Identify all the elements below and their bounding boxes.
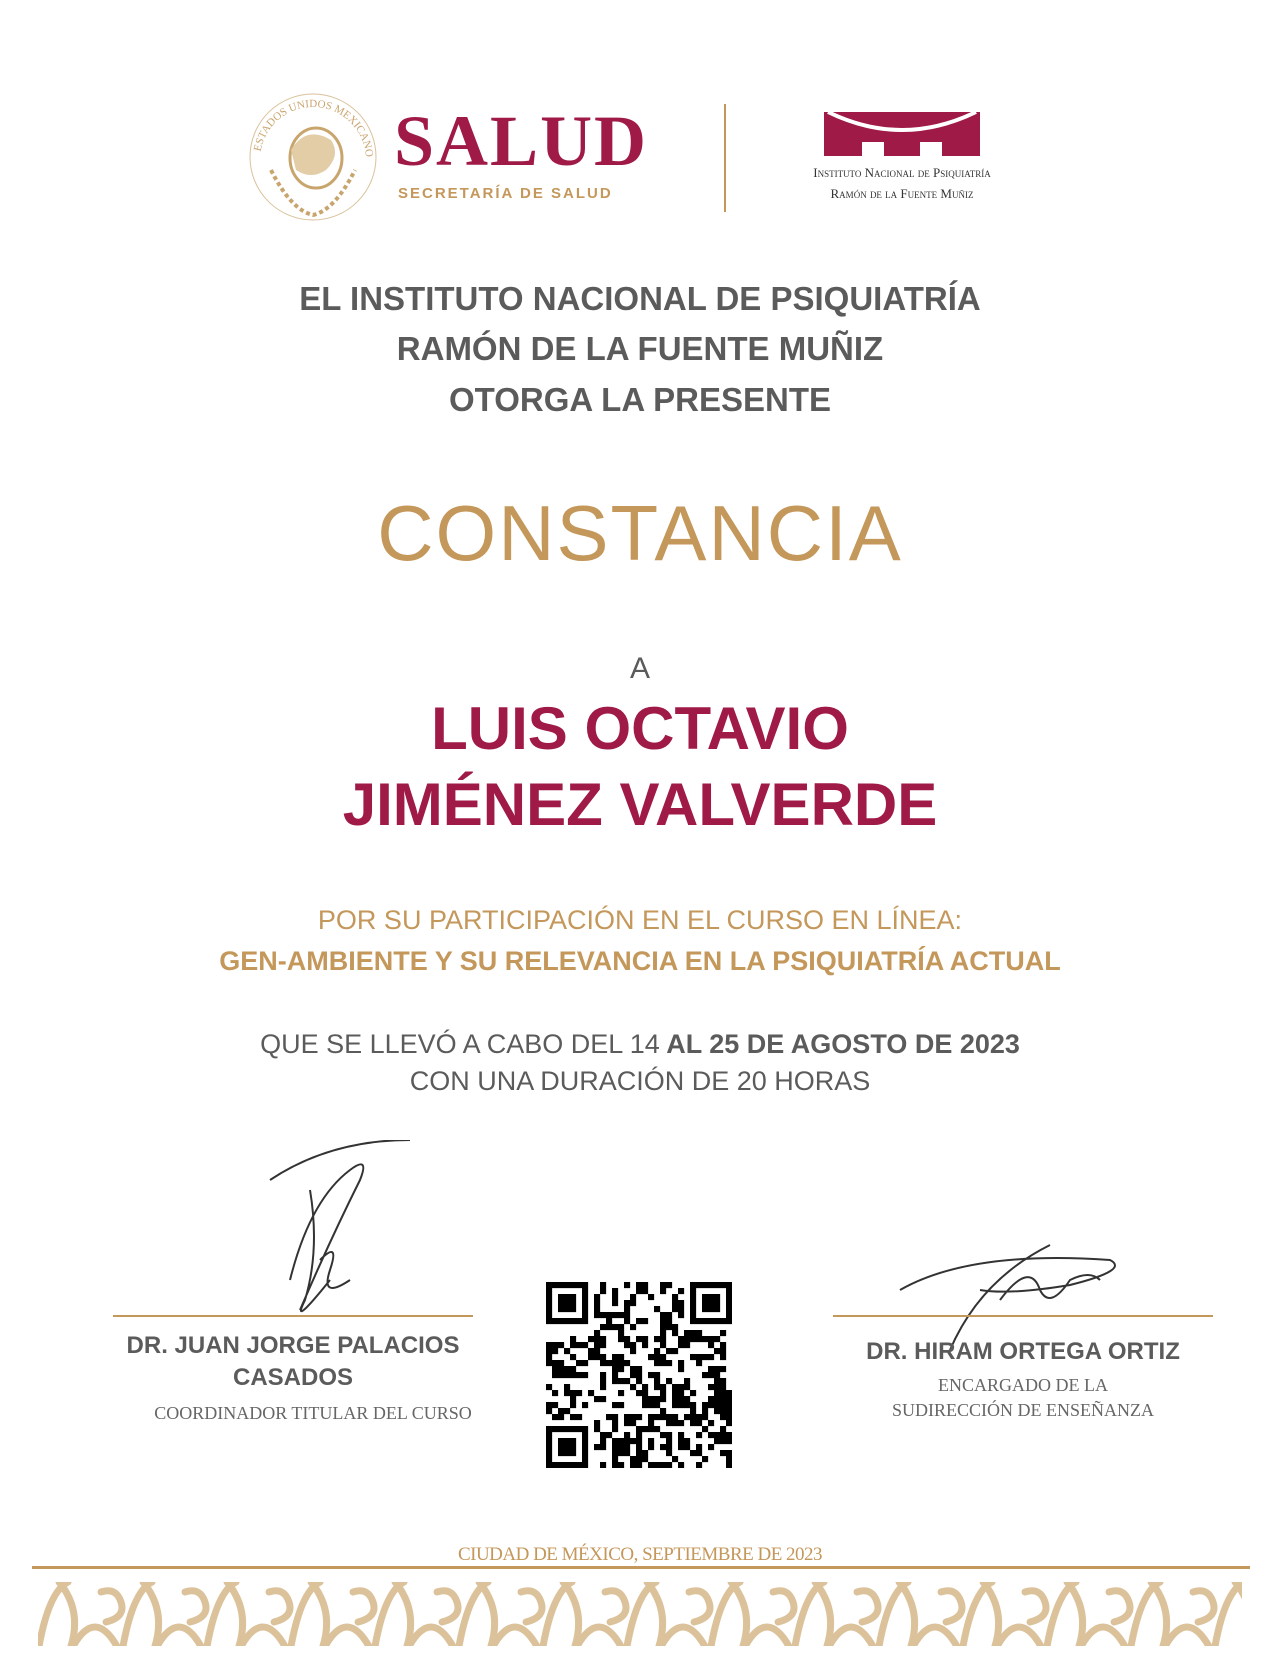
intro-line-2: RAMÓN DE LA FUENTE MUÑIZ bbox=[396, 330, 884, 367]
inp-name-line2: Ramón de la Fuente Muñiz bbox=[830, 186, 974, 201]
course-name: GEN-AMBIENTE Y SU RELEVANCIA EN LA PSIQUIATRÍA ACTUAL bbox=[219, 946, 1061, 976]
signer-right-name: DR. HIRAM ORTEGA ORTIZ bbox=[866, 1338, 1180, 1365]
recipient-line-2: JIMÉNEZ VALVERDE bbox=[342, 771, 938, 838]
place-date: CIUDAD DE MÉXICO, SEPTIEMBRE DE 2023 bbox=[457, 1544, 823, 1565]
signer-left-name-1: DR. JUAN JORGE PALACIOS bbox=[126, 1332, 460, 1359]
header-divider bbox=[724, 104, 726, 212]
dates-prefix: QUE SE LLEVÓ A CABO DEL 14 bbox=[260, 1029, 660, 1059]
course-dates bbox=[0, 1029, 1280, 1060]
qr-code bbox=[546, 1282, 732, 1468]
signer-left-name-2: CASADOS bbox=[232, 1364, 353, 1391]
signer-left-role: COORDINADOR TITULAR DEL CURSO bbox=[154, 1403, 472, 1423]
inp-logo bbox=[824, 112, 980, 161]
course-duration: CON UNA DURACIÓN DE 20 HORAS bbox=[409, 1066, 871, 1096]
svg-text:ESTADOS UNIDOS MEXICANOS: ESTADOS UNIDOS MEXICANO bbox=[251, 97, 376, 158]
recipient-line-1: LUIS OCTAVIO bbox=[431, 695, 849, 762]
salud-wordmark: SALUD bbox=[394, 101, 649, 181]
signature-line-left bbox=[113, 1315, 473, 1317]
certificate-title: CONSTANCIA bbox=[377, 489, 903, 577]
mexico-seal-logo bbox=[246, 90, 380, 224]
footer-rule bbox=[32, 1566, 1250, 1569]
signer-right-role-2: SUDIRECCIÓN DE ENSEÑANZA bbox=[892, 1400, 1154, 1420]
course-lead: POR SU PARTICIPACIÓN EN EL CURSO EN LÍNEA: bbox=[317, 905, 963, 935]
signature-line-right bbox=[833, 1315, 1213, 1317]
secretaria-label: SECRETARÍA DE SALUD bbox=[398, 185, 613, 202]
intro-line-1: EL INSTITUTO NACIONAL DE PSIQUIATRÍA bbox=[299, 280, 981, 317]
signer-right-role-1: ENCARGADO DE LA bbox=[938, 1375, 1108, 1395]
decorative-pattern-band bbox=[38, 1582, 1242, 1646]
dates-range: AL 25 DE AGOSTO DE 2023 bbox=[659, 1029, 1020, 1059]
inp-name-line1: Instituto Nacional de Psiquiatría bbox=[813, 165, 991, 180]
intro-line-3: OTORGA LA PRESENTE bbox=[449, 381, 831, 418]
to-label: A bbox=[629, 652, 650, 685]
